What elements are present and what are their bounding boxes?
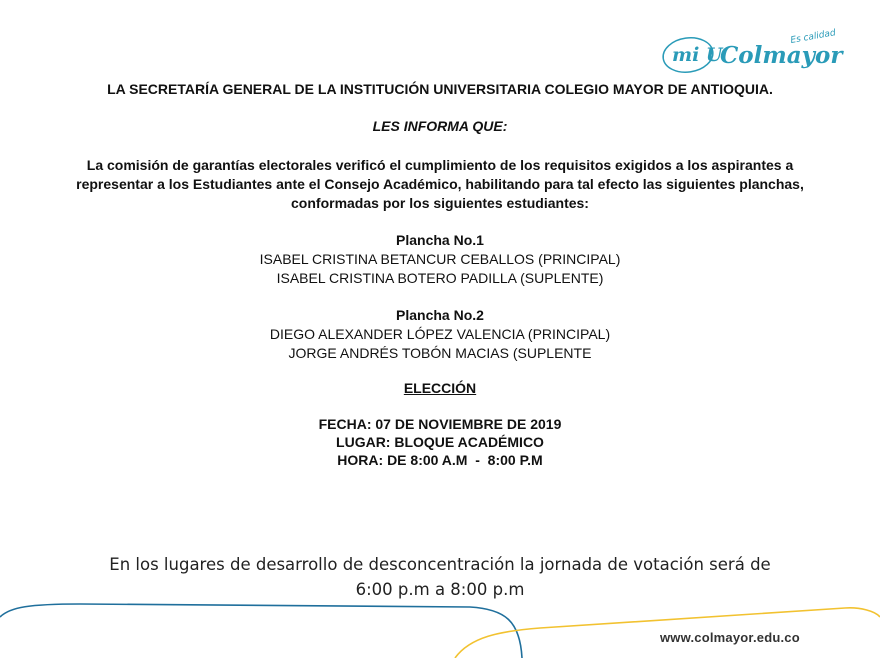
blue-curve-line	[0, 604, 522, 658]
informa-label: LES INFORMA QUE:	[372, 118, 508, 134]
plancha-title: Plancha No.1	[396, 232, 484, 248]
announcement-content	[0, 80, 880, 469]
eleccion-fecha: FECHA: 07 DE NOVIEMBRE DE 2019	[318, 416, 562, 432]
plancha-principal: DIEGO ALEXANDER LÓPEZ VALENCIA (PRINCIPAL)	[269, 326, 611, 342]
logo-tagline: Es calidad	[789, 28, 837, 46]
colmayor-logo	[660, 28, 850, 80]
announcement-paragraph: La comisión de garantías electorales verificó el cumplimiento de los requisitos exigidos a los aspirantes a representar a los Estudiantes ante el Consejo Académico, habilitando para tal efecto las siguientes planchas, conformadas por los siguientes estudiantes:	[76, 157, 804, 211]
eleccion-details	[0, 415, 880, 469]
note-line-1: En los lugares de desarrollo de desconcentración la jornada de votación será de	[109, 555, 771, 574]
website-url: www.colmayor.edu.co	[660, 630, 800, 645]
decorative-lines	[0, 595, 880, 658]
logo-brand-text: Colmayor	[720, 42, 843, 69]
eleccion-lugar: LUGAR: BLOQUE ACADÉMICO	[336, 434, 544, 450]
plancha-title: Plancha No.2	[396, 307, 484, 323]
plancha-suplente: ISABEL CRISTINA BOTERO PADILLA (SUPLENTE)	[276, 270, 604, 286]
plancha-suplente: JORGE ANDRÉS TOBÓN MACIAS (SUPLENTE	[288, 345, 592, 361]
plancha-2	[0, 306, 880, 363]
note-line-2: 6:00 p.m a 8:00 p.m	[355, 580, 525, 599]
eleccion-title: ELECCIÓN	[403, 380, 477, 396]
plancha-principal: ISABEL CRISTINA BETANCUR CEBALLOS (PRINCIPAL)	[259, 251, 621, 267]
announcement-heading: LA SECRETARÍA GENERAL DE LA INSTITUCIÓN UNIVERSITARIA COLEGIO MAYOR DE ANTIOQUIA.	[107, 81, 773, 97]
logo-script-text: mi U	[672, 44, 723, 66]
eleccion-hora: HORA: DE 8:00 A.M - 8:00 P.M	[337, 452, 543, 468]
plancha-1	[0, 231, 880, 288]
